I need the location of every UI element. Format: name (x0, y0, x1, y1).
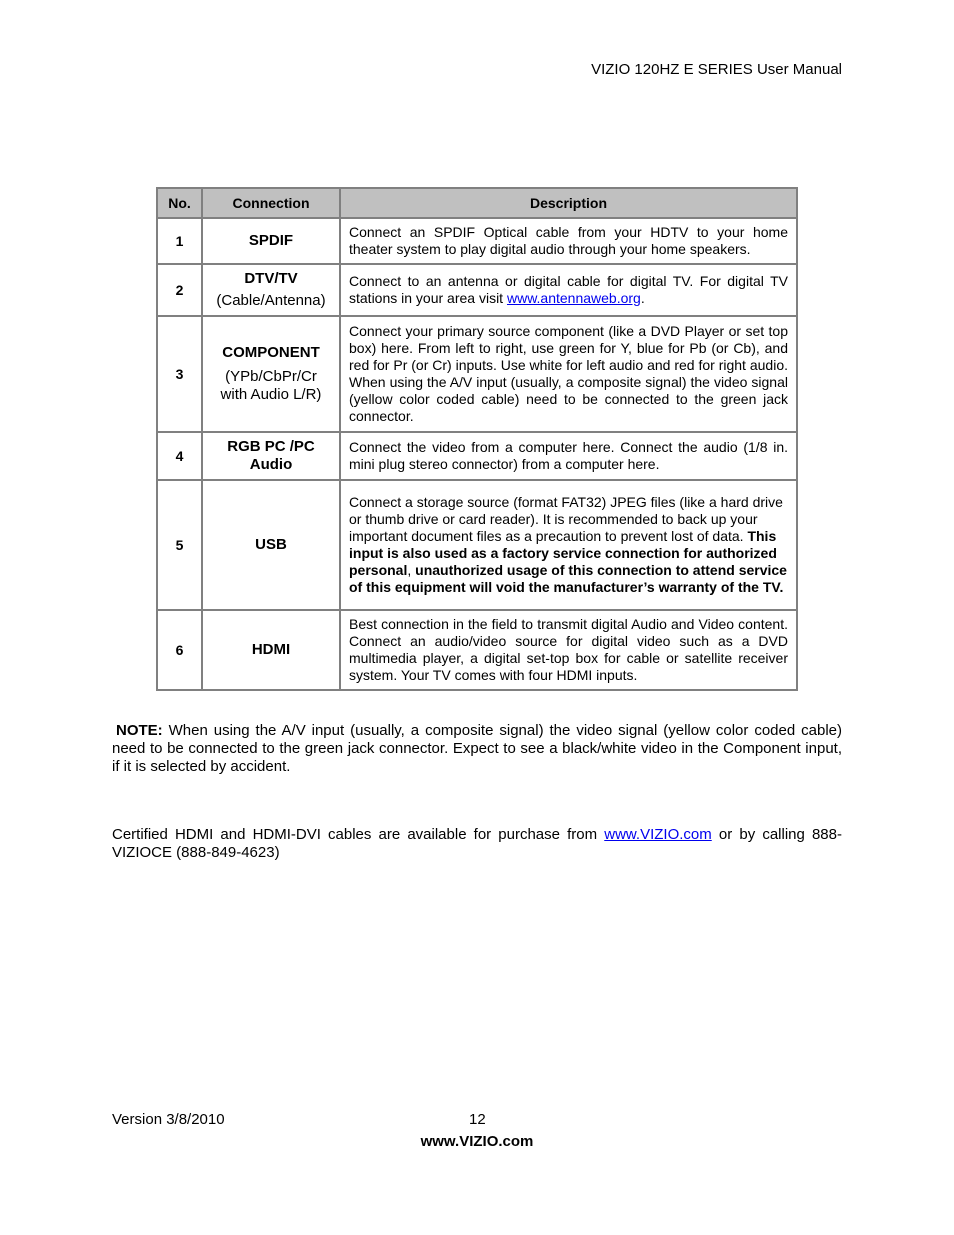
connection-name: RGB PC /PC Audio (227, 438, 315, 473)
connection-cell (202, 610, 340, 690)
connection-cell (202, 218, 340, 264)
row-number: 1 (157, 218, 202, 264)
description-separator: , (407, 562, 416, 578)
connection-cell (202, 480, 340, 610)
note-label: NOTE: (116, 722, 163, 739)
warning-text: This input is also used as a factory service connection for authorized personal (349, 528, 777, 578)
table-header-row (157, 188, 797, 218)
certified-cables-paragraph (112, 826, 842, 862)
description-text: Connect to an antenna or digital cable for digital TV. For digital TV stations in your area visit (349, 273, 788, 306)
row-number: 5 (157, 480, 202, 610)
table-row (157, 610, 797, 690)
connection-subtitle: (Cable/Antenna) (216, 292, 326, 309)
connection-subtitle: (YPb/CbPr/Cr with Audio L/R) (220, 368, 322, 403)
table-row (157, 480, 797, 610)
page-header-title: VIZIO 120HZ E SERIES User Manual (591, 61, 842, 78)
connection-name: SPDIF (248, 232, 294, 249)
connection-name: USB (255, 536, 287, 553)
warranty-warning-text: unauthorized usage of this connection to attend service of this equipment will void the manufacturer’s warranty of the TV. (349, 562, 787, 595)
connection-cell (202, 264, 340, 316)
vizio-link[interactable]: www.VIZIO.com (604, 826, 712, 843)
table-row (157, 432, 797, 480)
footer-url: www.VIZIO.com (420, 1133, 534, 1150)
table-row (157, 264, 797, 316)
header-no: No. (157, 188, 202, 218)
footer-version: Version 3/8/2010 (112, 1111, 225, 1128)
certified-text: Certified HDMI and HDMI-DVI cables are available for purchase from (112, 826, 605, 843)
description-cell: Connect your primary source component (like a DVD Player or set top box) here. From left to right, use green for Y, blue for Pb (or Cb), and red for Pr (or Cr) inputs. Use white for left audio and red for right audio. When using the A/V input (usually, a composite signal) the video signal (yellow color coded cable) need to be connected to the green jack connector. (340, 316, 797, 432)
description-cell: Connect an SPDIF Optical cable from your HDTV to your home theater system to play digital audio through your home speakers. (340, 218, 797, 264)
description-cell: Connect the video from a computer here. Connect the audio (1/8 in. mini plug stereo connector) from a computer here. (340, 432, 797, 480)
note-paragraph (112, 722, 842, 776)
connection-name: HDMI (251, 641, 291, 658)
antennaweb-link[interactable]: www.antennaweb.org (506, 290, 641, 306)
row-number: 4 (157, 432, 202, 480)
description-cell: Best connection in the field to transmit digital Audio and Video content. Connect an audio/video source for digital video such as a DVD multimedia player, a digital set-top box for cable or satellite receiver system. Your TV comes with four HDMI inputs. (340, 610, 797, 690)
description-cell (340, 264, 797, 316)
connection-cell (202, 432, 340, 480)
row-number: 3 (157, 316, 202, 432)
description-text-end: . (640, 290, 645, 306)
table-row (157, 316, 797, 432)
row-number: 6 (157, 610, 202, 690)
description-text: Connect a storage source (format FAT32) JPEG files (like a hard drive or thumb drive or card reader). It is recommended to back up your important document files as a precaution to prevent lost of data. (349, 494, 783, 544)
connection-name: COMPONENT (222, 344, 320, 361)
certified-text-end: or by calling 888-VIZIOCE (888-849-4623) (112, 826, 842, 861)
connection-name: DTV/TV (244, 270, 298, 287)
table-row (157, 218, 797, 264)
connection-cell (202, 316, 340, 432)
row-number: 2 (157, 264, 202, 316)
header-connection: Connection (202, 188, 340, 218)
description-cell (340, 480, 797, 610)
page-number: 12 (469, 1111, 486, 1128)
connections-table (156, 187, 798, 691)
note-text: When using the A/V input (usually, a composite signal) the video signal (yellow color coded cable) need to be connected to the green jack connector. Expect to see a black/white video in the Component input, if it is selected by accident. (112, 722, 842, 775)
header-description: Description (340, 188, 797, 218)
